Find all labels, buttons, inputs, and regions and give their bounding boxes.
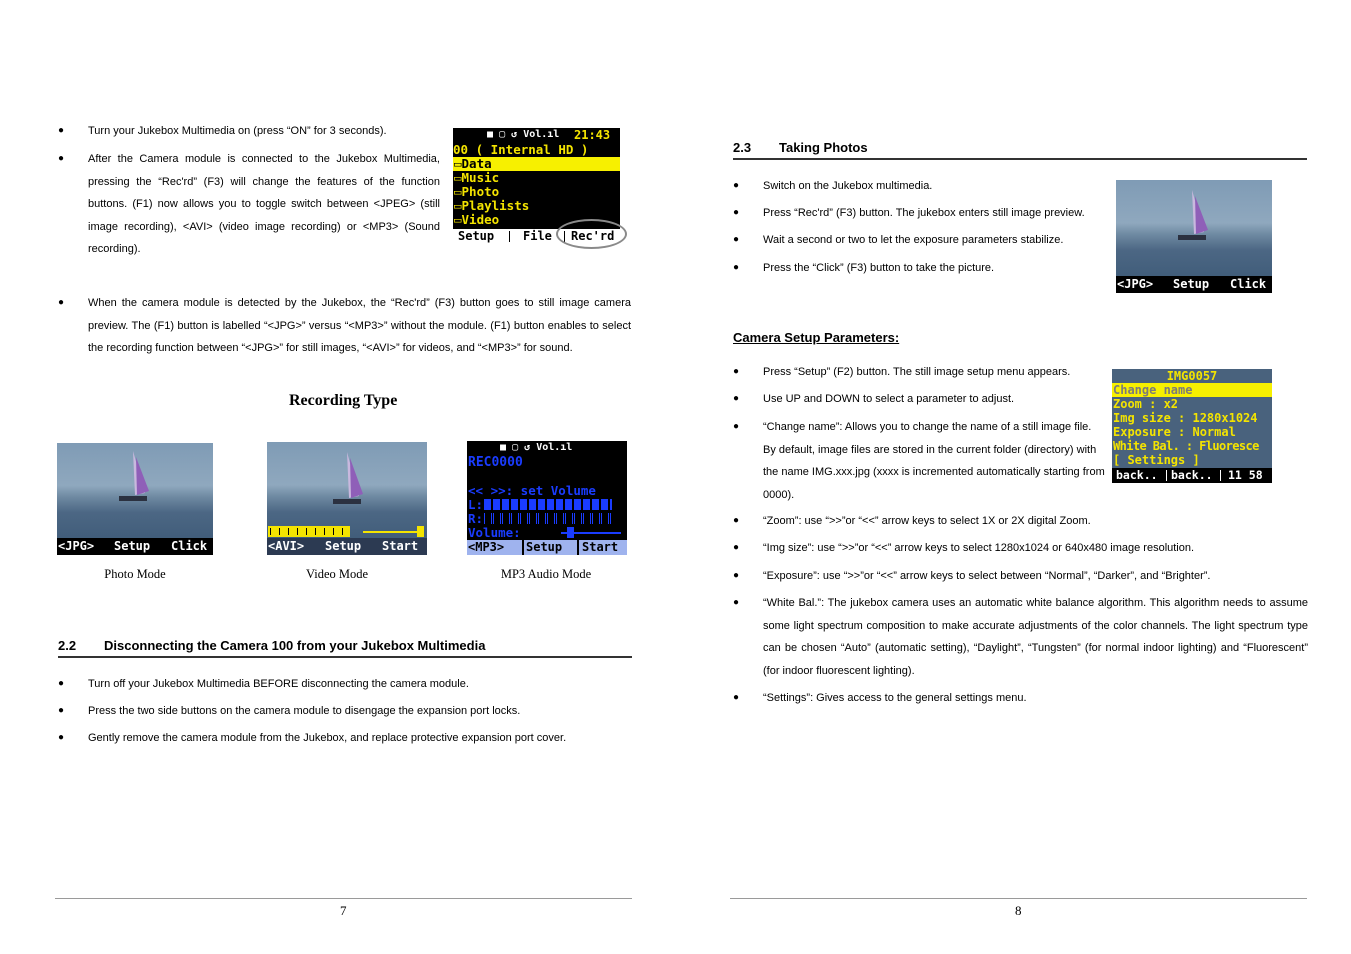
still-preview-screen [1116,180,1272,293]
bullet-icon: ● [733,180,740,191]
softkey-setup[interactable]: Setup [458,229,495,243]
menu-item-playlists[interactable]: ▭Playlists [454,198,530,213]
loop-icon: ↺ [511,129,518,140]
status-bar: ■ ▢ ↺ Vol.ıl [487,129,560,140]
left-channel-meter [484,499,612,510]
bullet-icon: ● [733,542,740,553]
softkey-jpg[interactable]: <JPG> [1117,277,1154,291]
photo-mode-screen [57,443,213,555]
setup-row-img-size[interactable]: Img size : 1280x1024 [1113,411,1258,425]
clock: 21:43 [574,128,611,142]
bullet-icon: ● [58,125,65,136]
bullet-icon: ● [733,421,740,432]
page-number: 7 [340,903,347,918]
softkey-click[interactable]: Click [171,539,208,553]
bullet-icon: ● [58,678,65,689]
video-level-meter [268,526,350,537]
softkey-setup[interactable]: Setup [526,540,563,554]
bullet-icon: ● [58,705,65,716]
bullet-icon: ● [58,153,65,164]
softkey-bar [1116,276,1272,293]
bullet-icon: ● [733,597,740,608]
softkey-mp3[interactable]: <MP3> [468,540,505,554]
bullet-icon: ● [733,570,740,581]
menu-title: 00 ( Internal HD ) [453,142,589,157]
softkey-file[interactable]: File [523,229,552,243]
menu-item-data[interactable]: ▭Data [454,156,492,171]
menu-item-music[interactable]: ▭Music [454,170,500,185]
softkey-bar [267,538,427,555]
softkey-click[interactable]: Click [1230,277,1267,291]
section-heading-2-2: 2.2 Disconnecting the Camera 100 from your Jukebox Multimedia [58,638,632,658]
battery-icon: ■ [500,442,507,453]
volume-slider-thumb[interactable] [567,527,574,538]
setup-row-white-balance[interactable]: White Bal. : Fluoresce [1113,439,1259,453]
volume-label: Volume: [468,525,521,540]
loop-icon: ↺ [524,442,531,453]
right-channel-meter [484,513,612,524]
setup-row-change-name[interactable]: Change name [1113,383,1193,397]
volume-hint: << >>: set Volume [468,483,596,498]
softkey-bar [467,540,627,555]
menu-item-photo[interactable]: ▭Photo [454,184,500,199]
softkey-back[interactable]: back.. [1171,468,1213,482]
softkey-bar [57,538,213,555]
recrd-highlight-ellipse [556,219,627,249]
caption-mp3-mode: MP3 Audio Mode [500,567,592,581]
footer-divider [55,898,632,899]
page-number: 8 [1015,903,1022,918]
footer-divider [730,898,1307,899]
softkey-jpg[interactable]: <JPG> [58,539,95,553]
softkey-avi[interactable]: <AVI> [268,539,305,553]
setup-row-exposure[interactable]: Exposure : Normal [1113,425,1236,439]
bullet-icon: ● [733,207,740,218]
volume-slider-thumb[interactable] [417,526,424,537]
softkey-setup[interactable]: Setup [114,539,151,553]
left-channel-label: L: [468,497,484,512]
bullet-icon: ● [733,515,740,526]
bullet-icon: ● [733,393,740,404]
recording-file-name: REC0000 [468,455,523,470]
caption-photo-mode: Photo Mode [104,567,166,581]
bullet-icon: ● [733,692,740,703]
battery-icon: ■ [487,129,494,140]
softkey-start[interactable]: Start [382,539,419,553]
caption-video-mode: Video Mode [305,567,369,581]
right-channel-label: R: [468,511,484,526]
status-bar: ■ ▢ ↺ Vol.ıl [500,442,573,453]
folder-icon: ▢ [499,129,506,140]
softkey-start[interactable]: Start [582,540,619,554]
bullet-icon: ● [733,234,740,245]
recording-type-title: Recording Type [289,392,398,409]
bullet-icon: ● [58,732,65,743]
bullet-icon: ● [733,262,740,273]
softkey-setup[interactable]: Setup [1173,277,1210,291]
camera-setup-heading: Camera Setup Parameters: [733,330,900,345]
bullet-icon: ● [58,297,65,308]
setup-menu-screen [1112,369,1272,483]
volume-slider[interactable] [363,531,421,533]
setup-clock: 11 58 [1228,468,1263,482]
bullet-icon: ● [733,366,740,377]
setup-row-zoom[interactable]: Zoom : x2 [1113,397,1179,411]
setup-row-settings[interactable]: [ Settings ] [1113,453,1200,467]
setup-title: IMG0057 [1166,369,1218,383]
section-heading-2-3: 2.3 Taking Photos [733,140,1307,160]
softkey-setup[interactable]: Setup [325,539,362,553]
softkey-recrd[interactable]: Rec'rd [571,229,615,243]
folder-icon: ▢ [512,442,519,453]
menu-item-video[interactable]: ▭Video [454,212,500,227]
softkey-back[interactable]: back.. [1116,468,1158,482]
mp3-mode-screen [467,441,627,555]
video-mode-screen [267,442,427,555]
softkey-bar [1112,468,1272,483]
